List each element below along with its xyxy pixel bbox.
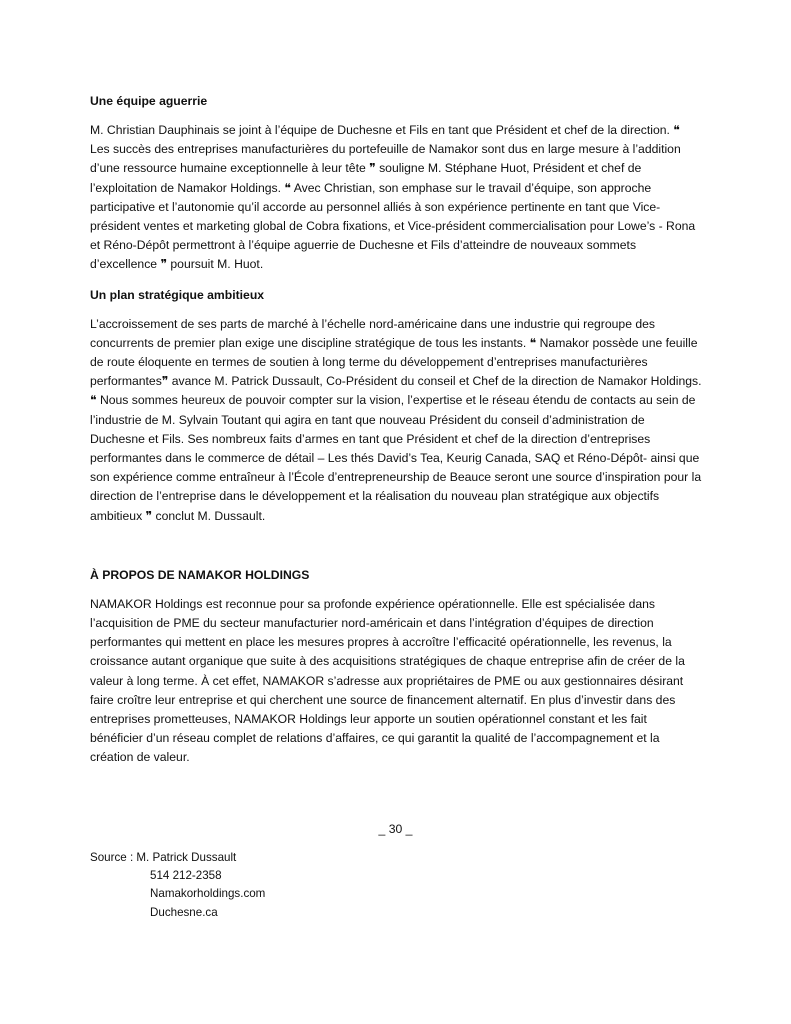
source-phone: 514 212-2358 [150,869,222,883]
source-block [90,849,265,922]
paragraph-team: M. Christian Dauphinais se joint à l’équipe de Duchesne et Fils en tant que Président et chef de la direction. ❝ Les succès des entreprises manufacturières du portefeuille de Namakor sont dus en large mesure à l’addition d’une ressource humaine exceptionnelle à leur tête ❞ souligne M. Stéphane Huot, Président et chef de l’exploitation de Namakor Holdings. ❝ Avec Christian, son emphase sur le travail d’équipe, son approche participative et l’autonomie qu’il accorde au personnel alliés à son expérience pertinente en tant que Vice-président ventes et marketing global de Cobra fixations, et Vice-président commercialisation pour Lowe’s - Rona et Réno-Dépôt permettront à l’équipe aguerrie de Duchesne et Fils d’atteindre de nouveaux sommets d’excellence ❞ poursuit M. Huot. [90,123,696,272]
paragraph-plan: L’accroissement de ses parts de marché à l’échelle nord-américaine dans une industrie qui regroupe des concurrents de premier plan exige une discipline stratégique de tous les instants. ❝ Namakor possède une feuille de route éloquente en termes de soutien à long terme du développement d’entreprises manufacturières performantes❞ avance M. Patrick Dussault, Co-Président du conseil et Chef de la direction de Namakor Holdings. ❝ Nous sommes heureux de pouvoir compter sur la vision, l’expertise et le réseau étendu de contacts au sein de l’industrie de M. Sylvain Toutant qui agira en tant que nouveau Président du conseil d’administration de Duchesne et Fils. Ses nombreux faits d’armes en tant que Président et chef de la direction d’entreprises performantes dans le commerce de détail – Les thés David’s Tea, Keurig Canada, SAQ et Réno-Dépôt- ainsi que son expérience comme entraîneur à l’École d’entrepreneurship de Beauce seront une source d’inspiration pour la direction de l’entreprise dans le développement et la réalisation du nouveau plan stratégique aux objectifs ambitieux ❞ conclut M. Dussault. [90,316,702,523]
section-heading-team: Une équipe aguerrie [90,94,208,108]
section-heading-about: À PROPOS DE NAMAKOR HOLDINGS [90,567,310,582]
source-label: Source : M. Patrick Dussault [90,851,237,864]
source-website-2: Duchesne.ca [150,905,218,919]
paragraph-about: NAMAKOR Holdings est reconnue pour sa profonde expérience opérationnelle. Elle est spécialisée dans l’acquisition de PME du secteur manufacturier nord-américain et dans l’intégration d’équipes de direction performantes qui mettent en place les mesures propres à accroître l’efficacité opérationnelle, les revenus, la croissance autant organique que suite à des acquisitions stratégiques de chaque entreprise afin de créer de la valeur à long terme. À cet effet, NAMAKOR s’adresse aux propriétaires de PME ou aux gestionnaires désirant faire croître leur entreprise et qui cherchent une source de financement alternatif. En plus d’investir dans des entreprises prometteuses, NAMAKOR Holdings leur apporte un soutien opérationnel constant et les fait bénéficier d’un réseau complet de relations d’affaires, ce qui garantit la qualité de l’accompagnement et la création de valeur. [90,596,685,765]
section-heading-plan: Un plan stratégique ambitieux [90,287,265,302]
document-body [90,92,702,779]
source-website: Namakorholdings.com [150,887,266,901]
page-number: _ 30 _ [378,822,413,836]
